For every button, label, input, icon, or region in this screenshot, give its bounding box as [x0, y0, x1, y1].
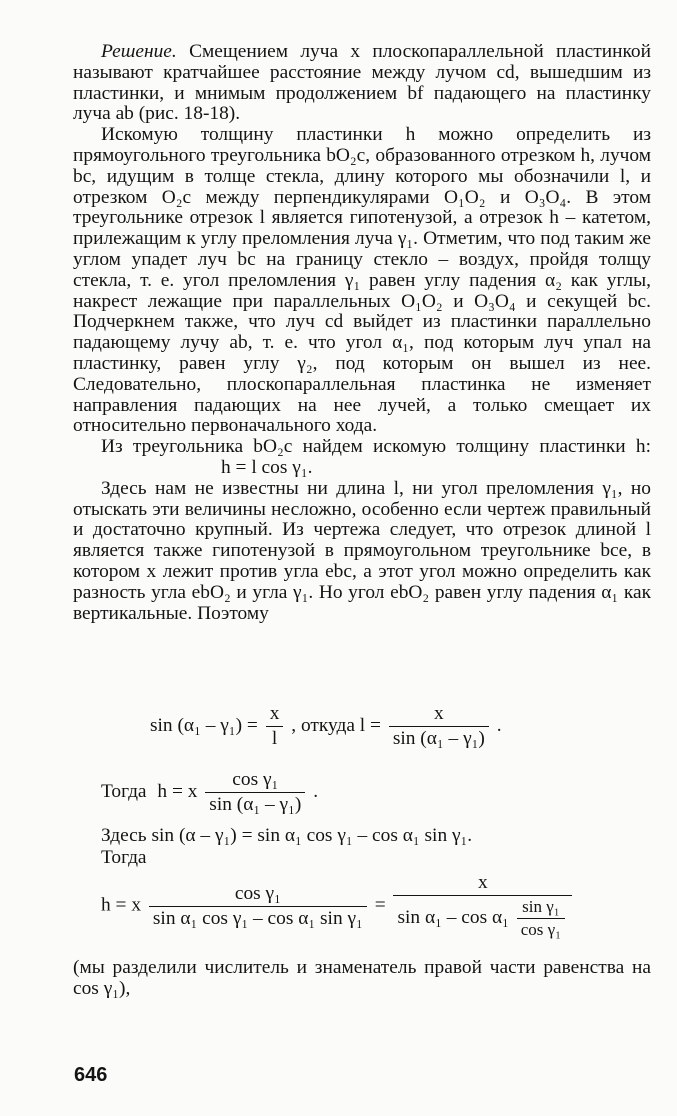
denominator-text: sin α₁ – cos α₁ — [397, 906, 509, 928]
fraction-numerator: x — [389, 703, 489, 727]
body-text — [73, 42, 651, 624]
fraction-numerator: sin γ₁ — [517, 897, 565, 919]
expansion-text: Здесь sin (α – γ₁) = sin α₁ cos γ₁ – cos α₁ sin γ₁. — [101, 825, 473, 846]
closing-text — [73, 958, 651, 1000]
formula-2-middle: , откуда l = — [291, 714, 381, 736]
paragraph-2: Искомую толщину пластинки h можно определить из прямоугольного треугольника bO₂c, образованного отрезком h, лучом bc, идущим в толще стекла, длину которого мы обозначили l, и отрезком O₂c между перпендикулярами O₁O₂ и O₃O₄. В этом треугольнике отрезок l является гипотенузой, а отрезок h – катетом, прилежащим к углу преломления луча γ₁. Отметим, что под таким же углом упадет луч bc на границу стекло – воздух, пройдя толщу стекла, т. е. угол преломления γ₁ равен углу падения α₂ как углы, накрест лежащие при параллельных O₁O₂ и O₃O₄ и секущей bc. Подчеркнем также, что луч cd выйдет из пластинки параллельно падающему лучу ab, т. е. что угол α₁, под которым луч упал на пластинку, равен углу γ₂, под которым он вышел из нее. Следовательно, плоскопараллельная пластинка не изменяет направления падающих на нее лучей, а только смещает их относительно первоначального хода. — [73, 124, 651, 437]
paragraph-3-text: Из треугольника bO₂c найдем искомую толщину пластинки h: — [101, 436, 651, 458]
paragraph-4: Здесь нам не известны ни длина l, ни угол преломления γ₁, но отыскать эти величины несложно, особенно если чертеж правильный и достаточно крупный. Из чертежа следует, что отрезок длиной l является также гипотенузой в прямоугольном треугольнике bce, в котором x лежит против угла ebc, а этот угол можно определить как разность угла ebO₂ и угла γ₁. Но угол ebO₂ равен углу падения α₁ как вертикальные. Поэтому — [73, 477, 651, 624]
formula-final — [101, 872, 575, 940]
formula-4-left: h = x — [101, 894, 142, 916]
paragraph-3 — [73, 437, 651, 479]
page-number: 646 — [74, 1064, 108, 1086]
then-word: Тогда — [101, 780, 147, 802]
fraction-x-over-sin — [389, 703, 489, 750]
formula-then-h — [101, 769, 318, 816]
expansion-line — [101, 825, 472, 869]
fraction-numerator: cos γ₁ — [149, 883, 367, 907]
paragraph-1-text: Смещением луча x плоскопараллельной пластинкой называют кратчайшее расстояние между лучом cd, вышедшим из пластинки, и мнимым продолжением bf падающего на пластинку луча ab (рис. 18-18). — [73, 41, 651, 125]
fraction-denominator — [393, 896, 572, 940]
solution-label: Решение. — [101, 41, 177, 62]
formula-sin-difference — [150, 703, 502, 750]
fraction-denominator: sin (α₁ – γ₁) — [209, 794, 302, 815]
formula-2-left: sin (α₁ – γ₁) = — [150, 714, 258, 736]
fraction-sin-over-cos — [517, 897, 565, 940]
then-word-2: Тогда — [101, 847, 147, 868]
fraction-denominator: l — [271, 728, 278, 749]
fraction-cos-over-sin — [205, 769, 305, 816]
fraction-x-over-l — [266, 703, 284, 750]
fraction-denominator: sin (α₁ – γ₁) — [392, 728, 485, 749]
formula-3-left: h = x — [157, 780, 198, 802]
formula-3-end: . — [313, 780, 319, 802]
fraction-x-over-tan — [393, 872, 572, 940]
paragraph-solution — [73, 42, 651, 125]
formula-h-l-cos: h = l cos γ₁. — [221, 456, 313, 478]
fraction-numerator: x — [393, 872, 572, 896]
equals-sign: = — [374, 894, 386, 916]
fraction-numerator: x — [266, 703, 284, 727]
paragraph-5: (мы разделили числитель и знаменатель правой части равенства на cos γ₁), — [73, 957, 651, 999]
fraction-numerator: cos γ₁ — [205, 769, 305, 793]
fraction-cos-over-expansion — [149, 883, 367, 930]
fraction-denominator: cos γ₁ — [520, 920, 562, 939]
fraction-denominator: sin α₁ cos γ₁ – cos α₁ sin γ₁ — [152, 907, 363, 929]
formula-2-end: . — [496, 714, 502, 736]
